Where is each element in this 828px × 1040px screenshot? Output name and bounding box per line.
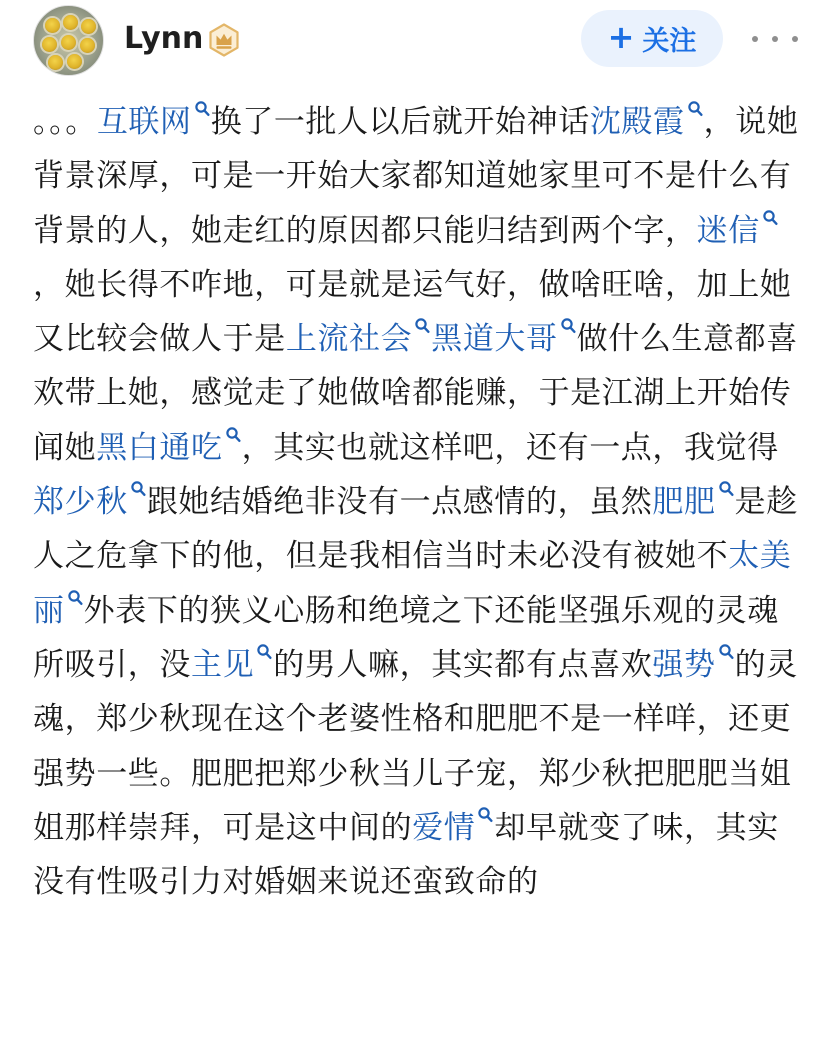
post-header (0, 0, 828, 82)
keyword-search-link[interactable]: 强势 (652, 646, 716, 683)
plus-icon: + (607, 18, 635, 56)
more-dots-icon[interactable] (752, 26, 798, 52)
keyword-search-link[interactable]: 迷信 (696, 212, 760, 249)
search-icon[interactable] (414, 317, 431, 337)
keyword-search-link[interactable]: 爱情 (412, 809, 476, 846)
article-text: 跟她结婚绝非没有一点感情的，虽然 (146, 484, 653, 521)
search-icon[interactable] (762, 209, 779, 229)
crown-badge-icon (207, 23, 241, 57)
avatar[interactable] (33, 5, 104, 76)
search-icon[interactable] (718, 643, 735, 663)
keyword-search-link[interactable]: 黑白通吃 (96, 429, 223, 466)
article-text: 外表下的狭义心肠和绝境之下还能坚强乐观的灵魂所吸引，没 (33, 592, 779, 683)
search-icon[interactable] (718, 480, 735, 500)
follow-button[interactable] (581, 10, 723, 67)
article-text: 。。。 (33, 104, 97, 140)
more-dot (772, 36, 778, 42)
keyword-search-link[interactable]: 沈殿霞 (589, 104, 685, 140)
follow-label: 关注 (642, 26, 697, 57)
article-text: 的灵魂，郑少秋现在这个老婆性格和肥肥不是一样咩，还更强势一些。肥肥把郑少秋当儿子宠，郑少秋把肥肥当姐姐那样崇拜，可是这中间的 (33, 646, 798, 846)
article-text: ，说她背景深厚，可是一开始大家都知道她家里可不是什么有背景的人，她走红的原因都只能归结到两个字， (33, 104, 799, 249)
keyword-search-link[interactable]: 太美丽 (33, 538, 792, 629)
article-text: 做什么生意都喜欢带上她，感觉走了她做啥都能赚，于是江湖上开始传闻她 (33, 321, 798, 466)
avatar-tart (63, 15, 78, 30)
article-text: 是趁人之危拿下的他，但是我相信当时未必没有被她不 (33, 484, 798, 575)
more-dot (792, 36, 798, 42)
avatar-tart (80, 38, 95, 53)
search-icon[interactable] (687, 100, 704, 120)
article-text: ，她长得不咋地，可是就是运气好，做啥旺啥，加上她又比较会做人于是 (33, 266, 792, 358)
keyword-search-link[interactable]: 互联网 (96, 104, 192, 140)
article-text: 的男人嘛，其实都有点喜欢 (273, 646, 653, 683)
article-text: 换了一批人以后就开始神话 (210, 104, 590, 140)
keyword-search-link[interactable]: 肥肥 (652, 484, 716, 521)
article-text: 却早就变了味，其实没有性吸引力对婚姻来说还蛮致命的 (33, 809, 779, 901)
avatar-tart (45, 18, 60, 33)
avatar-tart (67, 54, 82, 69)
keyword-search-link[interactable]: 郑少秋 (33, 484, 128, 521)
article-body (33, 95, 799, 909)
avatar-tart (61, 35, 76, 50)
username[interactable]: Lynn (124, 21, 204, 56)
keyword-search-link[interactable]: 主见 (191, 646, 255, 683)
search-icon[interactable] (225, 426, 242, 446)
search-icon[interactable] (256, 643, 273, 663)
search-icon[interactable] (130, 480, 147, 500)
search-icon[interactable] (194, 100, 211, 120)
search-icon[interactable] (477, 806, 494, 826)
search-icon[interactable] (560, 317, 577, 337)
keyword-search-link[interactable]: 上流社会 (285, 321, 413, 358)
keyword-search-link[interactable]: 黑道大哥 (431, 321, 558, 358)
more-dot (752, 36, 758, 42)
avatar-tart (42, 37, 57, 52)
article-text: ，其实也就这样吧，还有一点，我觉得 (241, 429, 779, 466)
avatar-tart (81, 19, 96, 34)
search-icon[interactable] (67, 589, 84, 609)
avatar-tart (48, 55, 63, 70)
